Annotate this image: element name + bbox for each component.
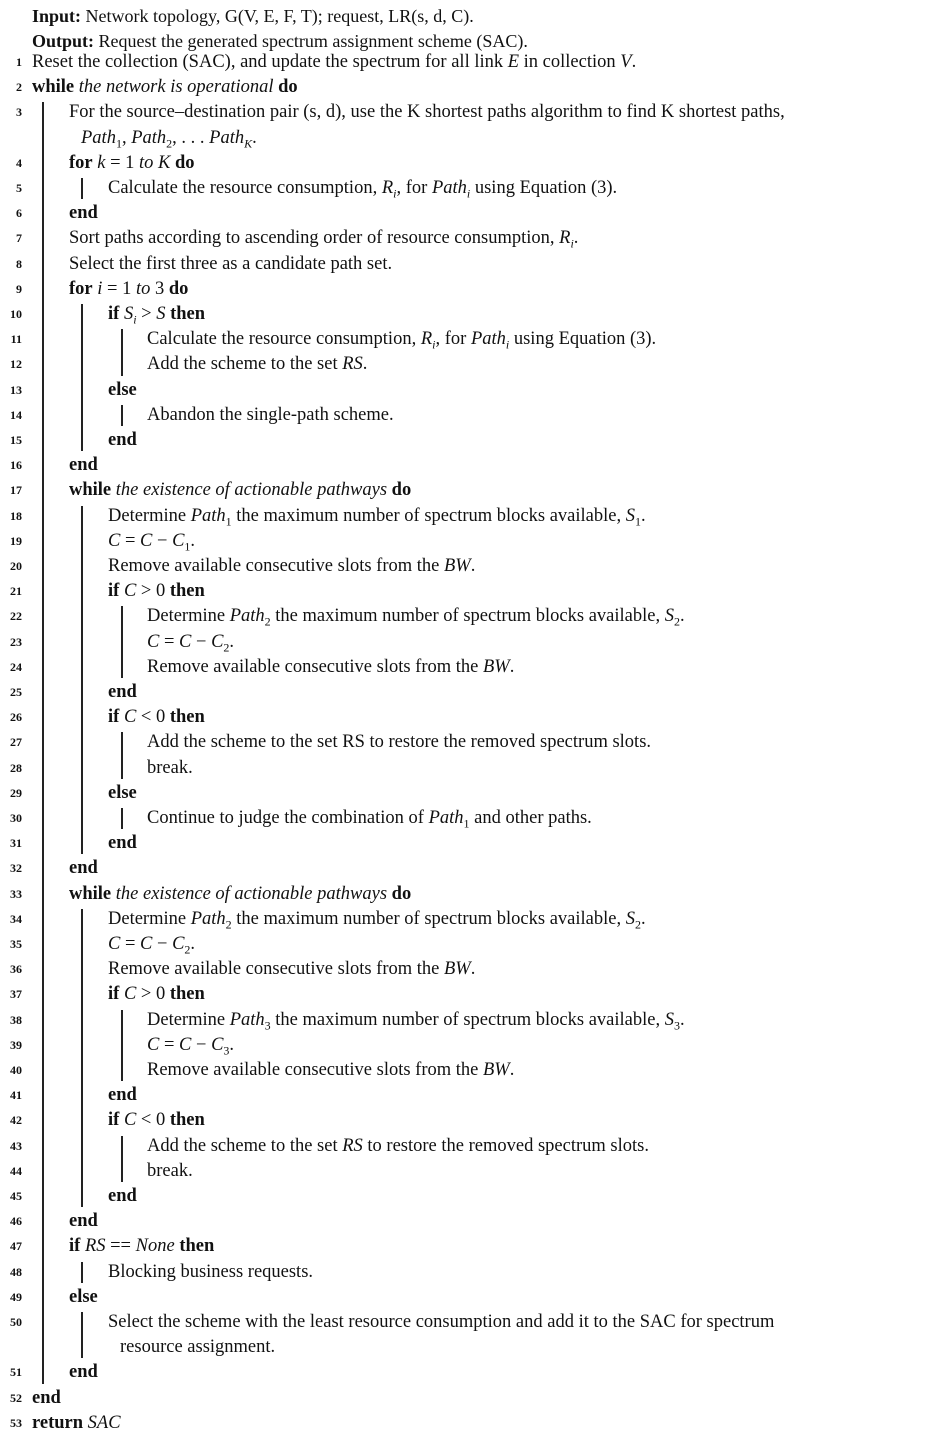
line-number: 37 (10, 987, 22, 1002)
line-text: else (69, 1286, 98, 1307)
line-text: Select the first three as a candidate path set. (69, 253, 393, 274)
algorithm-line (0, 75, 930, 100)
indent-rule (81, 1262, 83, 1283)
algorithm-line (0, 352, 930, 377)
algorithm-line (0, 756, 930, 781)
output-text: Request the generated spectrum assignment scheme (SAC). (98, 31, 528, 51)
algorithm-line (0, 554, 930, 579)
output-label: Output: (32, 31, 95, 51)
indent-rule (121, 1136, 123, 1182)
algorithm-line (0, 1108, 930, 1133)
line-text: For the source–destination pair (s, d), use the K shortest paths algorithm to find K shortest paths, (69, 102, 785, 123)
line-number: 2 (16, 80, 22, 95)
indent-rule (121, 606, 123, 678)
line-text: Sort paths according to ascending order of resource consumption, $R_i$. (69, 228, 579, 252)
line-text: end (108, 833, 137, 854)
line-number: 24 (10, 659, 22, 674)
indent-rule (121, 1010, 123, 1082)
algorithm-line (0, 831, 930, 856)
algorithm-line (0, 882, 930, 907)
line-number: 8 (16, 256, 22, 271)
algorithm-line (0, 277, 930, 302)
algorithm-line (0, 604, 930, 629)
algorithm-line (0, 705, 930, 730)
line-number: 49 (10, 1289, 22, 1304)
line-text: Calculate the resource consumption, $R_i$, for Path$_i$ using Equation (3). (108, 178, 618, 201)
line-text: Add the scheme to the set RS to restore the removed spectrum slots. (147, 732, 652, 753)
line-number: 41 (10, 1088, 22, 1103)
line-number: 33 (10, 886, 22, 901)
line-number: 9 (16, 281, 22, 296)
line-text: Remove available consecutive slots from the BW. (108, 556, 476, 576)
line-number: 14 (10, 407, 22, 422)
line-number: 21 (10, 584, 22, 599)
line-number: 10 (10, 307, 22, 321)
line-number: 20 (10, 559, 22, 573)
line-text: return SAC (32, 1412, 121, 1433)
line-text: while the existence of actionable pathways do (69, 883, 412, 904)
line-number: 3 (16, 105, 22, 120)
line-text: Add the scheme to the set RS. (147, 354, 368, 375)
algorithm-line (0, 302, 930, 327)
line-number: 28 (10, 760, 22, 775)
algorithm-line (0, 856, 930, 881)
indent-rule (121, 329, 123, 375)
algorithm-line (0, 982, 930, 1007)
algorithm-line (0, 327, 930, 352)
algorithm-line (0, 1285, 930, 1310)
algorithm-line (0, 1260, 930, 1285)
line-text: if C > 0 then (108, 984, 205, 1005)
algorithm-line (0, 252, 930, 277)
algorithm-line (0, 201, 930, 226)
algorithm-line (0, 680, 930, 705)
algorithm-line (0, 1360, 930, 1385)
algorithm-line (0, 630, 930, 655)
line-number: 43 (10, 1138, 22, 1153)
line-number: 22 (10, 609, 22, 624)
algorithm-line (0, 453, 930, 478)
algorithm-line (0, 579, 930, 604)
line-text: if C < 0 then (108, 1110, 205, 1131)
line-text: end (108, 1186, 137, 1206)
line-number: 40 (10, 1063, 22, 1077)
line-text: else (108, 379, 137, 400)
line-number: 50 (10, 1315, 22, 1329)
line-number: 18 (10, 508, 22, 523)
algorithm-line (0, 50, 930, 75)
algorithm-line (0, 655, 930, 680)
line-number: 44 (10, 1163, 22, 1178)
algorithm-line (0, 730, 930, 755)
line-number: 26 (10, 710, 22, 725)
algorithm-line (0, 378, 930, 403)
line-text: break. (147, 1160, 193, 1181)
algorithm-line (0, 1411, 930, 1436)
algorithm-output (32, 31, 528, 52)
line-number: 16 (10, 458, 22, 473)
algorithm-line (0, 1209, 930, 1234)
algorithm-line (0, 529, 930, 554)
line-number: 47 (10, 1239, 22, 1254)
line-number: 4 (16, 155, 22, 170)
algorithm-line (0, 957, 930, 982)
line-text: end (69, 203, 98, 224)
line-number: 38 (10, 1012, 22, 1027)
line-number: 48 (10, 1264, 22, 1279)
algorithm-line (0, 1310, 930, 1335)
line-number: 25 (10, 685, 22, 699)
algorithm-line (0, 1159, 930, 1184)
line-number: 23 (10, 634, 22, 649)
line-text: end (69, 1362, 98, 1383)
algorithm-line (0, 806, 930, 831)
line-number: 32 (10, 861, 22, 876)
indent-rule (81, 304, 83, 451)
indent-rule (81, 909, 83, 1207)
line-text: while the existence of actionable pathways do (69, 480, 412, 501)
line-text: Determine Path$_3$ the maximum number of spectrum blocks available, $S_3$. (147, 1009, 685, 1033)
line-text: break. (147, 757, 193, 778)
line-number: 45 (10, 1189, 22, 1203)
line-text: Determine Path$_2$ the maximum number of spectrum blocks available, $S_2$. (147, 606, 685, 630)
line-number: 29 (10, 785, 22, 800)
line-text: resource assignment. (120, 1337, 276, 1358)
line-number: 27 (10, 735, 22, 750)
line-text: for i = 1 to 3 do (69, 278, 189, 299)
algorithm-line (0, 478, 930, 503)
line-number: 19 (10, 533, 22, 548)
line-text: if C < 0 then (108, 707, 205, 728)
indent-rule (121, 405, 123, 426)
line-number: 36 (10, 962, 22, 977)
line-text: Reset the collection (SAC), and update the spectrum for all link E in collection V. (32, 52, 637, 72)
line-text: if $S_i > S$ then (108, 304, 206, 327)
line-number: 1 (16, 55, 22, 69)
line-text: $C = C - C_3$. (147, 1034, 235, 1058)
line-number: 13 (10, 382, 22, 397)
line-text: Blocking business requests. (108, 1261, 314, 1282)
line-number: 42 (10, 1113, 22, 1128)
line-text: Abandon the single-path scheme. (147, 404, 394, 425)
line-text: end (32, 1387, 61, 1408)
algorithm-line (0, 403, 930, 428)
indent-rule (81, 178, 83, 199)
algorithm-line (0, 932, 930, 957)
line-number: 7 (16, 231, 22, 246)
indent-rule (81, 506, 83, 855)
line-text: end (108, 430, 137, 450)
algorithm-input (32, 6, 474, 27)
line-number: 52 (10, 1390, 22, 1405)
algorithm-line (0, 504, 930, 529)
line-text: Select the scheme with the least resource consumption and add it to the SAC for spectrum (108, 1312, 775, 1332)
input-label: Input: (32, 6, 82, 26)
line-text: end (69, 1211, 98, 1232)
line-text: else (108, 782, 137, 803)
algorithm-line (0, 781, 930, 806)
line-text: Remove available consecutive slots from the BW. (147, 656, 515, 677)
algorithm-line (0, 428, 930, 453)
line-number: 39 (10, 1037, 22, 1052)
line-number: 6 (16, 206, 22, 221)
line-text: end (108, 682, 137, 702)
indent-rule (42, 102, 44, 1383)
line-text: if C > 0 then (108, 581, 205, 602)
line-text: end (108, 1085, 137, 1106)
algorithm-line (0, 1083, 930, 1108)
algorithm-line (0, 176, 930, 201)
algorithm-line (0, 151, 930, 176)
line-number: 31 (10, 836, 22, 851)
line-number: 17 (10, 483, 22, 498)
line-number: 15 (10, 433, 22, 447)
line-text: Determine Path$_2$ the maximum number of spectrum blocks available, $S_2$. (108, 908, 646, 932)
algorithm-line (0, 1058, 930, 1083)
input-text: Network topology, G(V, E, F, T); request, LR(s, d, C). (85, 6, 474, 26)
algorithm-line (0, 1134, 930, 1159)
algorithm-line (0, 1008, 930, 1033)
line-number: 46 (10, 1214, 22, 1229)
line-number: 53 (10, 1415, 22, 1430)
algorithm-line (0, 1234, 930, 1259)
indent-rule (81, 1312, 83, 1358)
line-text: Path$_1$, Path$_2$, . . . Path$_K$. (81, 127, 257, 151)
line-text: Add the scheme to the set RS to restore the removed spectrum slots. (147, 1135, 649, 1156)
indent-rule (121, 808, 123, 829)
line-text: Continue to judge the combination of Path$_1$ and other paths. (147, 808, 592, 831)
line-number: 51 (10, 1365, 22, 1380)
line-number: 35 (10, 937, 22, 951)
algorithm-line (0, 907, 930, 932)
algorithm-line (0, 1184, 930, 1209)
line-text: $C = C - C_2$. (108, 934, 196, 957)
line-text: if RS == None then (69, 1236, 215, 1257)
algorithm-line (0, 100, 930, 125)
line-number: 34 (10, 911, 22, 926)
line-text: for k = 1 to K do (69, 152, 195, 173)
line-text: Remove available consecutive slots from the BW. (147, 1060, 515, 1080)
line-number: 11 (10, 332, 22, 347)
line-text: Remove available consecutive slots from the BW. (108, 959, 476, 980)
line-text: Calculate the resource consumption, $R_i$, for Path$_i$ using Equation (3). (147, 329, 657, 352)
line-text: end (69, 455, 98, 476)
line-text: $C = C - C_2$. (147, 631, 235, 655)
line-text: end (69, 858, 98, 879)
line-number: 5 (16, 181, 22, 195)
line-number: 30 (10, 811, 22, 825)
indent-rule (121, 732, 123, 778)
line-text: while the network is operational do (32, 77, 298, 98)
algorithm-line (0, 1033, 930, 1058)
algorithm-line (0, 1386, 930, 1411)
algorithm-line (0, 126, 930, 151)
line-text: Determine Path$_1$ the maximum number of spectrum blocks available, $S_1$. (108, 505, 646, 529)
line-text: $C = C - C_1$. (108, 530, 196, 554)
algorithm-line (0, 1335, 930, 1360)
line-number: 12 (10, 357, 22, 372)
algorithm-line (0, 226, 930, 251)
